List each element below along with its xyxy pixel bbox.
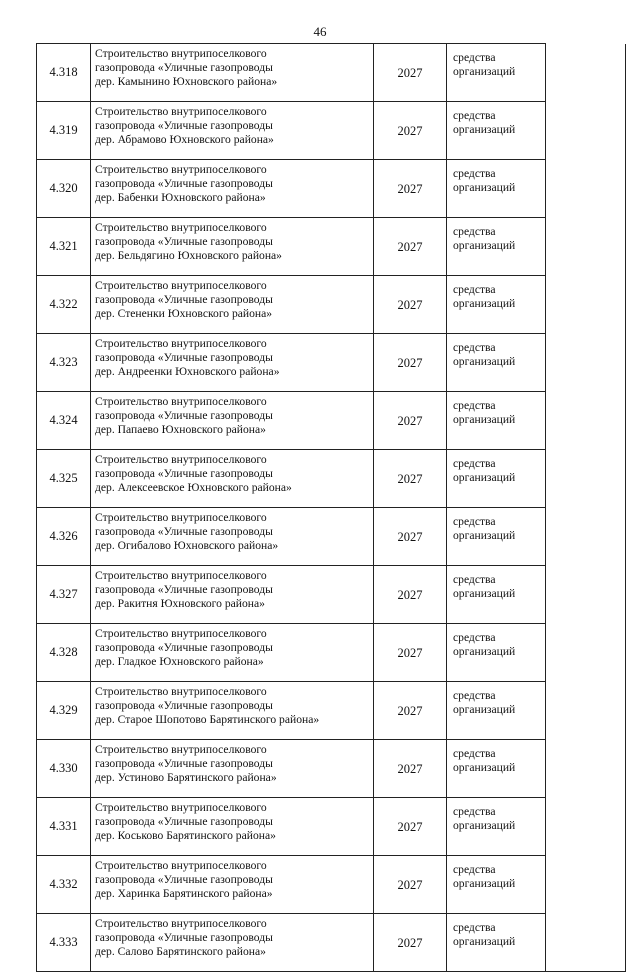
project-title-line: газопровода «Уличные газопроводы [95,61,273,75]
empty-cell [546,276,626,334]
funding-source-line: средства [453,399,496,412]
funding-source-line: средства [453,457,496,470]
project-title-line: газопровода «Уличные газопроводы [95,525,273,539]
project-title-line: Строительство внутрипоселкового [95,47,267,60]
project-title-line: газопровода «Уличные газопроводы [95,641,273,655]
table-row [37,914,626,972]
completion-year: 2027 [374,508,447,566]
project-title-line: дер. Бельдягино Юхновского района» [95,249,282,263]
project-title-line: дер. Ракитня Юхновского района» [95,597,265,611]
funding-source [447,914,546,972]
project-title-line: дер. Старое Шопотово Барятинского района» [95,713,320,727]
funding-source [447,624,546,682]
project-title [91,914,374,972]
funding-source-line: организаций [453,471,516,485]
project-title-line: газопровода «Уличные газопроводы [95,119,273,133]
completion-year: 2027 [374,740,447,798]
project-title-line: дер. Абрамово Юхновского района» [95,133,274,147]
project-title-line: газопровода «Уличные газопроводы [95,235,273,249]
table-row [37,102,626,160]
row-number: 4.320 [37,160,91,218]
funding-source [447,276,546,334]
funding-source-line: средства [453,109,496,122]
row-number: 4.333 [37,914,91,972]
table-row [37,508,626,566]
empty-cell [546,624,626,682]
completion-year: 2027 [374,44,447,102]
funding-source [447,102,546,160]
row-number: 4.322 [37,276,91,334]
completion-year: 2027 [374,160,447,218]
project-title-line: дер. Камынино Юхновского района» [95,75,278,89]
project-title [91,218,374,276]
project-title-line: Строительство внутрипоселкового [95,453,267,466]
empty-cell [546,334,626,392]
empty-cell [546,218,626,276]
project-title-line: дер. Огибалово Юхновского района» [95,539,279,553]
table-row [37,856,626,914]
table-row [37,218,626,276]
completion-year: 2027 [374,218,447,276]
empty-cell [546,914,626,972]
project-title [91,44,374,102]
project-title-line: газопровода «Уличные газопроводы [95,467,273,481]
funding-source-line: организаций [453,65,516,79]
row-number: 4.332 [37,856,91,914]
funding-source-line: организаций [453,645,516,659]
project-title [91,798,374,856]
funding-source-line: средства [453,341,496,354]
funding-source-line: организаций [453,529,516,543]
funding-source [447,856,546,914]
row-number: 4.321 [37,218,91,276]
row-number: 4.326 [37,508,91,566]
project-title-line: газопровода «Уличные газопроводы [95,931,273,945]
completion-year: 2027 [374,798,447,856]
table-row [37,334,626,392]
funding-source-line: организаций [453,355,516,369]
funding-source-line: организаций [453,181,516,195]
funding-source [447,218,546,276]
empty-cell [546,450,626,508]
project-title-line: Строительство внутрипоселкового [95,221,267,234]
project-title-line: дер. Папаево Юхновского района» [95,423,266,437]
row-number: 4.328 [37,624,91,682]
completion-year: 2027 [374,102,447,160]
empty-cell [546,798,626,856]
project-title-line: газопровода «Уличные газопроводы [95,815,273,829]
funding-source [447,44,546,102]
table-row [37,740,626,798]
project-title-line: Строительство внутрипоселкового [95,395,267,408]
project-title [91,682,374,740]
row-number: 4.319 [37,102,91,160]
project-title-line: Строительство внутрипоселкового [95,685,267,698]
row-number: 4.329 [37,682,91,740]
project-title-line: дер. Бабенки Юхновского района» [95,191,266,205]
project-title-line: Строительство внутрипоселкового [95,859,267,872]
project-title-line: дер. Коськово Барятинского района» [95,829,276,843]
program-table [36,43,626,972]
completion-year: 2027 [374,276,447,334]
empty-cell [546,856,626,914]
completion-year: 2027 [374,914,447,972]
project-title-line: газопровода «Уличные газопроводы [95,873,273,887]
project-title-line: дер. Стененки Юхновского района» [95,307,273,321]
funding-source-line: средства [453,631,496,644]
project-title-line: дер. Харинка Барятинского района» [95,887,273,901]
project-title-line: Строительство внутрипоселкового [95,337,267,350]
funding-source-line: средства [453,689,496,702]
project-title [91,392,374,450]
project-title-line: дер. Гладкое Юхновского района» [95,655,264,669]
project-title-line: дер. Салово Барятинского района» [95,945,266,959]
project-title-line: Строительство внутрипоселкового [95,569,267,582]
project-title [91,856,374,914]
project-title-line: газопровода «Уличные газопроводы [95,699,273,713]
completion-year: 2027 [374,566,447,624]
row-number: 4.327 [37,566,91,624]
funding-source [447,566,546,624]
project-title [91,624,374,682]
project-title-line: дер. Алексеевское Юхновского района» [95,481,292,495]
completion-year: 2027 [374,450,447,508]
funding-source [447,392,546,450]
funding-source-line: организаций [453,239,516,253]
funding-source-line: организаций [453,123,516,137]
funding-source-line: организаций [453,761,516,775]
funding-source [447,798,546,856]
funding-source-line: организаций [453,877,516,891]
funding-source-line: средства [453,863,496,876]
table-row [37,160,626,218]
completion-year: 2027 [374,856,447,914]
empty-cell [546,102,626,160]
funding-source-line: средства [453,225,496,238]
empty-cell [546,508,626,566]
table-row [37,624,626,682]
funding-source-line: средства [453,921,496,934]
funding-source-line: средства [453,283,496,296]
funding-source-line: организаций [453,413,516,427]
project-title-line: Строительство внутрипоселкового [95,279,267,292]
row-number: 4.323 [37,334,91,392]
project-title [91,508,374,566]
table-row [37,798,626,856]
project-title-line: дер. Устиново Барятинского района» [95,771,277,785]
funding-source-line: средства [453,805,496,818]
row-number: 4.331 [37,798,91,856]
funding-source-line: средства [453,747,496,760]
funding-source [447,450,546,508]
project-title-line: Строительство внутрипоселкового [95,743,267,756]
table-row [37,392,626,450]
table-row [37,276,626,334]
funding-source-line: средства [453,51,496,64]
project-title [91,334,374,392]
completion-year: 2027 [374,682,447,740]
row-number: 4.318 [37,44,91,102]
project-title-line: Строительство внутрипоселкового [95,105,267,118]
funding-source [447,508,546,566]
empty-cell [546,682,626,740]
project-title-line: газопровода «Уличные газопроводы [95,583,273,597]
completion-year: 2027 [374,624,447,682]
row-number: 4.324 [37,392,91,450]
empty-cell [546,740,626,798]
project-title-line: Строительство внутрипоселкового [95,801,267,814]
funding-source-line: организаций [453,935,516,949]
funding-source-line: организаций [453,819,516,833]
project-title-line: газопровода «Уличные газопроводы [95,351,273,365]
row-number: 4.325 [37,450,91,508]
row-number: 4.330 [37,740,91,798]
table-row [37,44,626,102]
project-title-line: газопровода «Уличные газопроводы [95,177,273,191]
empty-cell [546,566,626,624]
page-number: 46 [313,24,327,39]
project-title [91,740,374,798]
project-title [91,276,374,334]
funding-source-line: организаций [453,587,516,601]
completion-year: 2027 [374,334,447,392]
project-title-line: Строительство внутрипоселкового [95,163,267,176]
completion-year: 2027 [374,392,447,450]
funding-source-line: организаций [453,297,516,311]
table-row [37,682,626,740]
funding-source-line: средства [453,515,496,528]
empty-cell [546,160,626,218]
project-title-line: газопровода «Уличные газопроводы [95,757,273,771]
project-title [91,102,374,160]
funding-source-line: средства [453,573,496,586]
funding-source [447,160,546,218]
table-row [37,566,626,624]
project-title-line: Строительство внутрипоселкового [95,627,267,640]
project-title [91,160,374,218]
empty-cell [546,44,626,102]
empty-cell [546,392,626,450]
funding-source-line: средства [453,167,496,180]
funding-source [447,334,546,392]
project-title-line: Строительство внутрипоселкового [95,511,267,524]
project-title-line: дер. Андреенки Юхновского района» [95,365,280,379]
project-title-line: газопровода «Уличные газопроводы [95,293,273,307]
project-title-line: Строительство внутрипоселкового [95,917,267,930]
table-body [37,44,626,972]
funding-source [447,682,546,740]
project-title [91,450,374,508]
project-title-line: газопровода «Уличные газопроводы [95,409,273,423]
funding-source [447,740,546,798]
project-title [91,566,374,624]
table-row [37,450,626,508]
funding-source-line: организаций [453,703,516,717]
